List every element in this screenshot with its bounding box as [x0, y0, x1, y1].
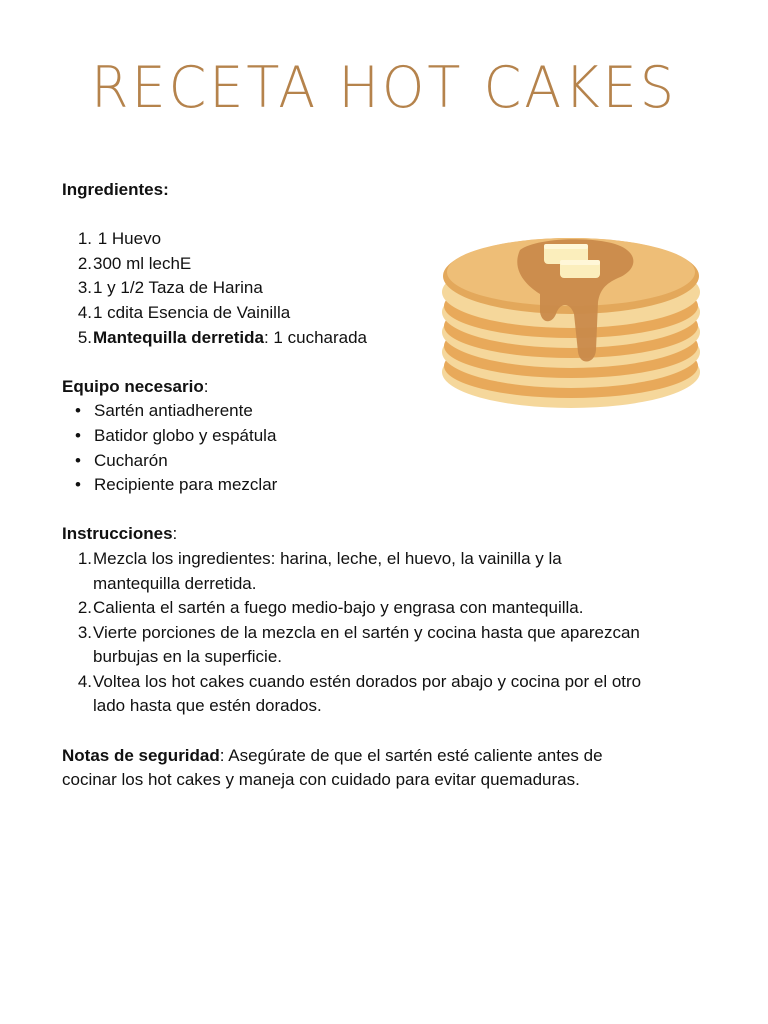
- list-item: 3. 1 y 1/2 Taza de Harina: [77, 278, 263, 298]
- list-item: 3. Vierte porciones de la mezcla en el sartén y cocina hasta que aparezcan burbujas en la superficie.: [77, 622, 640, 667]
- list-item: 1. Mezcla los ingredientes: harina, leche, el huevo, la vainilla y la mantequilla derretida.: [77, 548, 562, 593]
- list-item: 4. Voltea los hot cakes cuando estén dorados por abajo y cocina por el otro lado hasta que estén dorados.: [77, 671, 642, 716]
- equipment-heading: Equipo necesario:: [62, 376, 209, 396]
- page-title: RECETA HOT CAKES: [90, 54, 678, 121]
- equipment-list: [62, 399, 712, 497]
- list-item: • Batidor globo y espátula: [75, 425, 277, 445]
- safety-notes: Notas de seguridad: Asegúrate de que el sartén esté caliente antes de cocinar los hot cakes y maneja con cuidado para evitar quemaduras.: [62, 745, 603, 790]
- list-item: 5. Mantequilla derretida: 1 cucharada: [77, 327, 367, 347]
- ingredients-heading: Ingredientes:: [62, 180, 169, 199]
- list-item: 1. 1 Huevo: [77, 229, 162, 249]
- list-item: • Cucharón: [75, 450, 168, 470]
- list-item: • Recipiente para mezclar: [75, 475, 278, 495]
- instructions-heading: Instrucciones:: [62, 524, 178, 544]
- pancake-stack-icon: [440, 232, 706, 412]
- list-item: • Sartén antiadherente: [75, 401, 253, 421]
- list-item: 2. Calienta el sartén a fuego medio-bajo y engrasa con mantequilla.: [77, 598, 584, 618]
- instructions-list: [62, 547, 712, 719]
- list-item: 4. 1 cdita Esencia de Vainilla: [77, 302, 291, 322]
- list-item: 2. 300 ml lechE: [77, 253, 192, 273]
